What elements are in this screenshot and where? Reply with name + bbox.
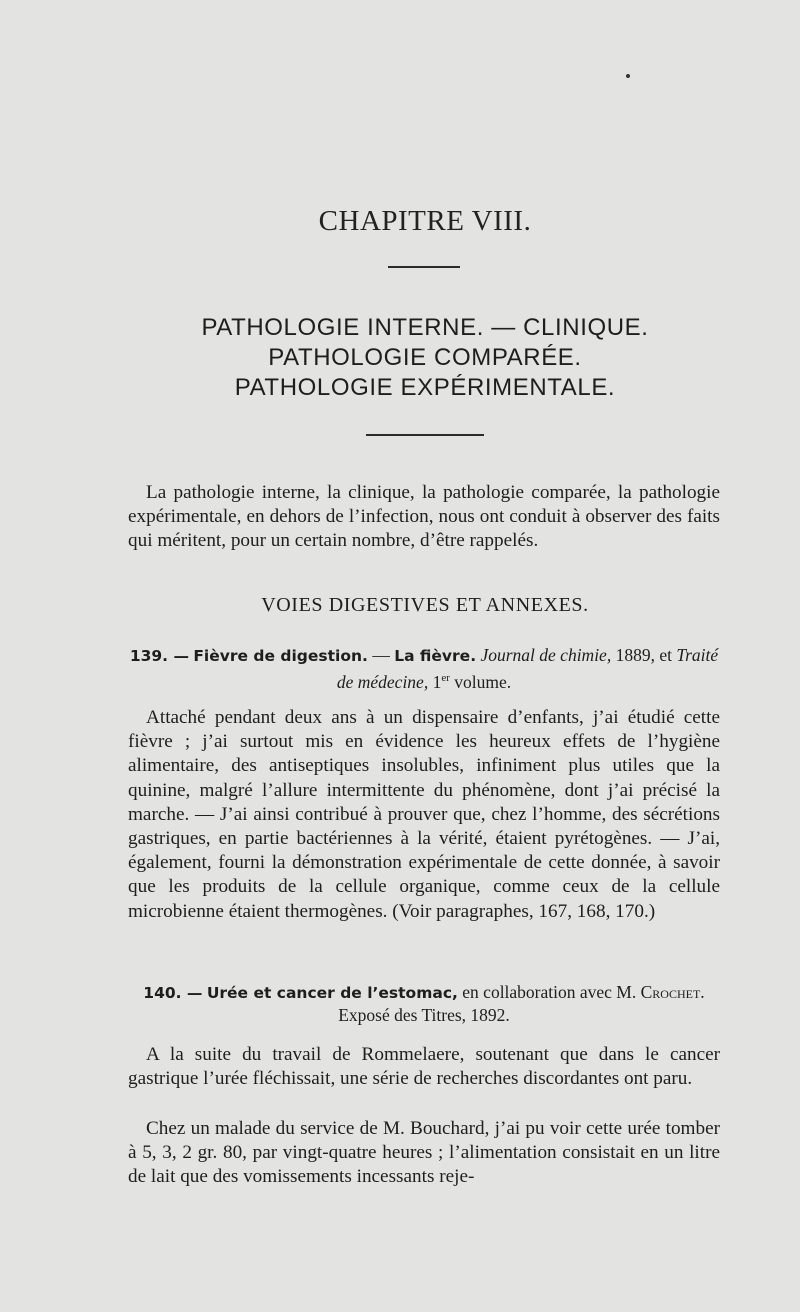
- heading-line-1: PATHOLOGIE INTERNE. — CLINIQUE.: [201, 314, 649, 341]
- entry-number: 139. —: [129, 647, 189, 665]
- entry-140-body-1: A la suite du travail de Rommelaere, soutenant que dans le cancer gastrique l’urée fléchissait, une série de recherches discordantes ont paru.: [128, 1044, 720, 1090]
- section-title: VOIES DIGESTIVES ET ANNEXES.: [261, 594, 589, 616]
- entry-subtitle: La fièvre.: [394, 647, 477, 665]
- entry-author: Crochet.: [640, 982, 705, 1002]
- heading-line-3: PATHOLOGIE EXPÉRIMENTALE.: [234, 374, 616, 401]
- entry-title: Urée et cancer de l’estomac,: [206, 984, 458, 1002]
- entry-140-body-2: Chez un malade du service de M. Bouchard, j’ai pu voir cette urée tomber à 5, 3, 2 gr. 80, par vingt-quatre heures ; l’alimentation consistait en un litre de lait que des vomissements incessants reje-: [128, 1118, 720, 1188]
- entry-year: 1889, et: [615, 645, 672, 665]
- divider-rule: [388, 266, 460, 268]
- entry-139-body: Attaché pendant deux ans à un dispensaire d’enfants, j’ai étudié cette fièvre ; j’ai surtout mis en évidence les heureux effets de l’hygiène alimentaire, des antiseptiques insolubles, infiniment plus utiles que la quinine, malgré l’allure intermittente du phénomène, dont j’ai précisé la marche. — J’ai ainsi contribué à prouver que, chez l’homme, des sécrétions gastriques, en partie bactériennes à la vérité, étaient pyrétogènes. — J’ai, également, fourni la démonstration expérimentale de cette donnée, à savoir que les produits de la cellule organique, comme ceux de la cellule microbienne étaient thermogènes. (Voir paragraphes, 167, 168, 170.): [128, 707, 720, 922]
- divider-rule: [366, 434, 484, 436]
- heading-line-2: PATHOLOGIE COMPARÉE.: [268, 344, 582, 371]
- entry-volume-sup: er: [441, 672, 450, 684]
- entry-volume-num: 1: [432, 671, 442, 692]
- entry-139-heading: [128, 644, 720, 693]
- entry-source: Exposé des Titres, 1892.: [338, 1005, 510, 1025]
- ink-speck: [626, 74, 630, 78]
- entry-title: Fièvre de digestion.: [193, 647, 368, 665]
- entry-journal: Journal de chimie,: [480, 645, 612, 665]
- intro-paragraph: La pathologie interne, la clinique, la pathologie comparée, la pathologie expérimentale, en dehors de l’infection, nous ont conduit à observer des faits qui méritent, pour un certain nombre, d’être rappelés.: [128, 482, 720, 552]
- entry-volume-word: volume.: [454, 671, 512, 692]
- entry-number: 140. —: [143, 984, 203, 1002]
- entry-140-heading: [128, 981, 720, 1026]
- chapter-title: CHAPITRE VIII.: [318, 205, 532, 237]
- entry-collab: en collaboration avec M.: [462, 982, 637, 1002]
- entry-traite: Traité de médecine,: [336, 645, 719, 692]
- entry-dash: —: [372, 645, 390, 665]
